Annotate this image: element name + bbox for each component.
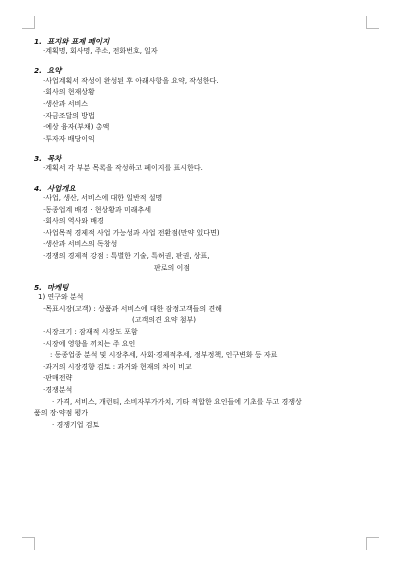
section-heading — [34, 184, 364, 193]
section-cover — [34, 37, 364, 58]
section-title: 표지와 표제 페이지 — [46, 36, 110, 46]
list-item: ·회사의 역사와 배경 — [43, 217, 104, 226]
list-item: ·시장에 영향을 끼치는 주 요인 — [43, 339, 136, 348]
list-item: ·경쟁분석 — [43, 385, 73, 394]
list-item: ·시장크기 : 잠재적 시장도 포함 — [43, 327, 138, 336]
section-marketing — [34, 283, 364, 431]
section-title: 마케팅 — [46, 282, 69, 292]
list-item: ·목표시장(고객) : 상품과 서비스에 대한 잠정고객들의 견해 — [43, 304, 222, 313]
list-item: ·판매전략 — [43, 374, 73, 383]
section-title: 요약 — [46, 66, 62, 76]
list-item: ·사업계획서 작성이 완성된 후 아래사항을 요약, 작성한다. — [43, 76, 219, 85]
list-item: ·계획서 각 부분 목록을 작성하고 페이지를 표시한다. — [43, 164, 203, 173]
list-item: ·예상 융자(부채) 총액 — [43, 123, 110, 132]
list-item-continuation: 판로의 이점 — [154, 263, 191, 272]
section-contents — [34, 154, 364, 175]
section-title: 사업개요 — [46, 183, 76, 193]
list-item: ·생산과 서비스의 독창성 — [43, 240, 118, 249]
list-item: ·사업, 생산, 서비스에 대한 일반적 설명 — [43, 194, 163, 203]
section-number: 5. — [34, 282, 42, 292]
crop-mark-top-right — [366, 16, 379, 29]
section-heading — [34, 67, 364, 76]
crop-mark-bottom-left — [22, 537, 35, 550]
list-item: ·과거의 시장경향 검토 : 과거와 현재의 차이 비교 — [43, 362, 192, 371]
subsection-heading: 1) 연구와 분석 — [38, 293, 84, 302]
crop-mark-top-left — [22, 16, 35, 29]
list-item: ·투자자 배당이익 — [43, 134, 95, 143]
list-item: ·자금조달의 방법 — [43, 111, 95, 120]
section-business-overview — [34, 184, 364, 274]
list-item: ·경쟁의 경제적 강점 : 특별한 기술, 특허권, 판권, 상표, — [43, 252, 210, 261]
list-item-detail: · 경쟁기업 검토 — [45, 420, 100, 429]
section-heading — [34, 37, 364, 46]
list-item: ·사업목적 경제적 사업 가능성과 사업 전환점(만약 있다면) — [43, 228, 220, 237]
list-item-detail: · 가격, 서비스, 개런티, 소비자부가가치, 기타 적합한 요인들에 기초를 두고 경쟁상 — [45, 397, 302, 406]
crop-mark-bottom-right — [366, 537, 379, 550]
list-item: ·계획명, 회사명, 주소, 전화번호, 일자 — [43, 47, 158, 56]
list-item-detail: : 동종업종 분석 및 시장추세, 사회·경제적추세, 정부정책, 인구변화 등 자료 — [43, 351, 278, 360]
section-heading — [34, 283, 364, 292]
section-number: 4. — [34, 183, 42, 193]
section-title: 목차 — [46, 153, 62, 163]
section-number: 2. — [34, 66, 42, 76]
list-item-detail-wrap: 품의 장·약점 평가 — [34, 409, 89, 418]
list-item: ·생산과 서비스 — [43, 100, 89, 109]
section-heading — [34, 154, 364, 163]
list-item-note: (고객의견 요약 첨부) — [132, 316, 197, 325]
document-body — [34, 37, 364, 431]
section-number: 1. — [34, 36, 42, 46]
list-item: ·회사의 현재상황 — [43, 88, 95, 97]
section-summary — [34, 67, 364, 146]
list-item: ·동종업계 배경 · 현상황과 미래추세 — [43, 205, 152, 214]
section-number: 3. — [34, 153, 42, 163]
